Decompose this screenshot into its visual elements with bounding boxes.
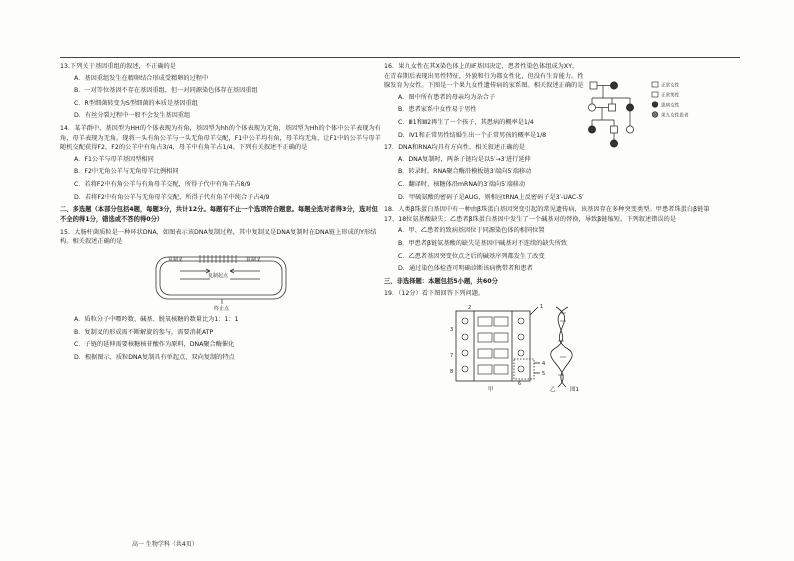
q15-option-b: B．复制叉的形成需不断解旋的参与，需要消耗ATP — [74, 328, 214, 336]
fig-label-fork-left: 复制叉 — [168, 256, 184, 263]
fig-number-3: 3 — [450, 327, 454, 334]
q15-option-d: D．根据图示，质粒DNA复制具有单起点、双向复制的特点 — [74, 353, 235, 361]
q13-option-c: C．R型细菌转变为S型细菌的本质是基因重组 — [74, 99, 198, 107]
fig-number-5: 5 — [542, 371, 546, 378]
q16-option-d: D．Ⅳ1和正常男性结婚生出一个正常男孩的概率是1/8 — [398, 131, 547, 139]
left-column — [60, 62, 382, 365]
q13-option-a: A．基因重组发生在精卵结合形成受精卵的过程中 — [74, 74, 209, 82]
q16-stem: 16．果九女性在其X染色体上的IF基因决定，患者性染色体组成为XY，在青春期后表现出男性特征，外貌和行为都女性化，但没有生育能力。性腺发育为女性。下图是一个果九女性遗传病的家系图。相关叙述正确的是 — [384, 63, 584, 90]
q16-option-c: C．Ⅲ1和Ⅲ2再生了一个孩子，其患病的概率是1/4 — [398, 118, 534, 126]
q18-option-d: D．通过染色体检查可明确诊断该病携带者和患者 — [398, 265, 533, 273]
fig-number-4: 4 — [542, 361, 546, 368]
legend-normal-male: 正常男性 — [661, 93, 680, 99]
q16-option-b: B．患者家系中女性易于男性 — [398, 106, 477, 114]
section3-heading: 三、非选择题：本题包括5小题，共60分 — [384, 277, 498, 285]
q15-option-c: C．子链的延伸需要核糖核苷酸作为原料，DNA聚合酶催化 — [74, 341, 235, 349]
plasmid-replication-figure — [60, 249, 382, 311]
fig-caption-figure1: 图1 — [570, 387, 579, 394]
q14-option-c: C．若将F2中有角公羊与有角母羊交配，所得子代中有角羊占8/9 — [74, 180, 251, 188]
legend-patient: 果九女性患者 — [661, 113, 689, 119]
right-column — [384, 62, 714, 397]
fig-number-2: 2 — [468, 305, 472, 312]
q18-option-a: A．甲、乙患者的致病基因位于同源染色体的相同位置 — [398, 227, 545, 235]
q18-stem: 18．人类β珠蛋白基因中有一种由β珠蛋白基因突变引起的常见遗传病，该基因存在多种突变类型。甲患者珠蛋白β链第17、18位氨基酸缺失；乙患者β珠蛋白基因中发生了一个碱基对的替换，导致β链缩短。下列叙述错误的是 — [384, 206, 710, 223]
q14-option-b: B．F2中无角公羊与无角母羊比例相同 — [74, 168, 179, 176]
q19-stem: 19．（12分）看下图回答下列问题。 — [384, 290, 485, 298]
q17-option-c: C．翻译时，核糖体沿mRNA的3′端向5′端移动 — [398, 180, 526, 188]
q15-stem: 15．大肠杆菌质粒是一种环状DNA，如图表示该DNA复制过程，其中复制叉是DNA复制时在DNA链上形成的Y形结构。相关叙述正确的是 — [60, 228, 377, 246]
fig-caption-yi: 乙 — [550, 387, 556, 394]
q17-option-b: B．转录时，RNA聚合酶沿模板链3′端向5′端移动 — [398, 168, 532, 176]
q17-stem: 17．DNA和RNA均具有方向性，相关叙述正确的是 — [384, 144, 526, 152]
q15-option-a: A．质粒分子中嘌呤数、碱基、脱氧核糖的数量比为1：1：1 — [74, 315, 239, 323]
q17-option-d: D．甲硫氨酸的密码子是AUG，则相应tRNA上反密码子是3′-UAC-5′ — [398, 193, 584, 201]
q14-stem: 14．某羊群中，基因型为HH的个体表现为有角，基因型为hh的个体表现为无角，基因型为Hh的个体中公羊表现为有角，母羊表现为无角。现将一头有角公羊与一头无角母羊交配，F1中公羊均有角，母羊均无角，让F1中的公羊与母羊随机交配获得F2，F2的公羊中有角占3/4，母羊中有角羊占1/4。下列有关叙述不正确的是 — [60, 124, 381, 152]
fig-caption-jia: 甲 — [488, 387, 494, 394]
pedigree-figure — [584, 78, 714, 158]
q18-option-b: B．甲患者β链氨基酸的缺失是基因中碱基对不连续的缺失所致 — [398, 239, 568, 247]
page-footer: 高一 生物学科（共4页） — [132, 541, 198, 548]
fig-number-6: 6 — [518, 381, 522, 388]
fig-label-fork-right: 复制叉 — [246, 256, 262, 263]
fig-number-7: 7 — [450, 353, 454, 360]
q16-option-a: A．图中所有患者的母亲均为杂合子 — [398, 93, 496, 101]
q14-option-d: D．若将F2中有角公羊与无角母羊交配，所得子代有角羊中纯合子占4/9 — [74, 193, 270, 201]
q17-option-a: A．DNA复制时，两条子链均是以5′→3′进行延伸 — [398, 155, 531, 163]
header-rule — [60, 57, 740, 58]
fig-label-terminus: 终止点 — [214, 305, 230, 311]
section2-heading: 二、多选题（本部分包括4题，每题3分，共计12分。每题有不止一个选项符合题意。每题全选对者得3分，选对但不全的得1分，错选或不答的得0分） — [60, 206, 378, 223]
legend-affected-female: 患病女性 — [661, 103, 680, 109]
q13-option-d: D．有丝分裂过程中一般不会发生基因重组 — [74, 112, 191, 120]
fig-label-origin: 复制起点 — [208, 272, 229, 279]
q14-option-a: A．F1公羊与母羊基因型相同 — [74, 155, 154, 163]
q13-option-b: B．一对等位基因不存在基因重组，但一对同源染色体存在基因重组 — [74, 87, 258, 95]
fig-number-8: 8 — [450, 369, 454, 376]
fig-number-1: 1 — [540, 304, 544, 311]
q18-option-c: C．乙患者基因突变位点之后的碱基序列都发生了改变 — [398, 252, 545, 260]
legend-normal-female: 正常女性 — [661, 83, 680, 89]
q13-stem: 13.下列关于基因重组的叙述，不正确的是 — [60, 63, 177, 70]
dna-structure-figure — [384, 301, 584, 393]
